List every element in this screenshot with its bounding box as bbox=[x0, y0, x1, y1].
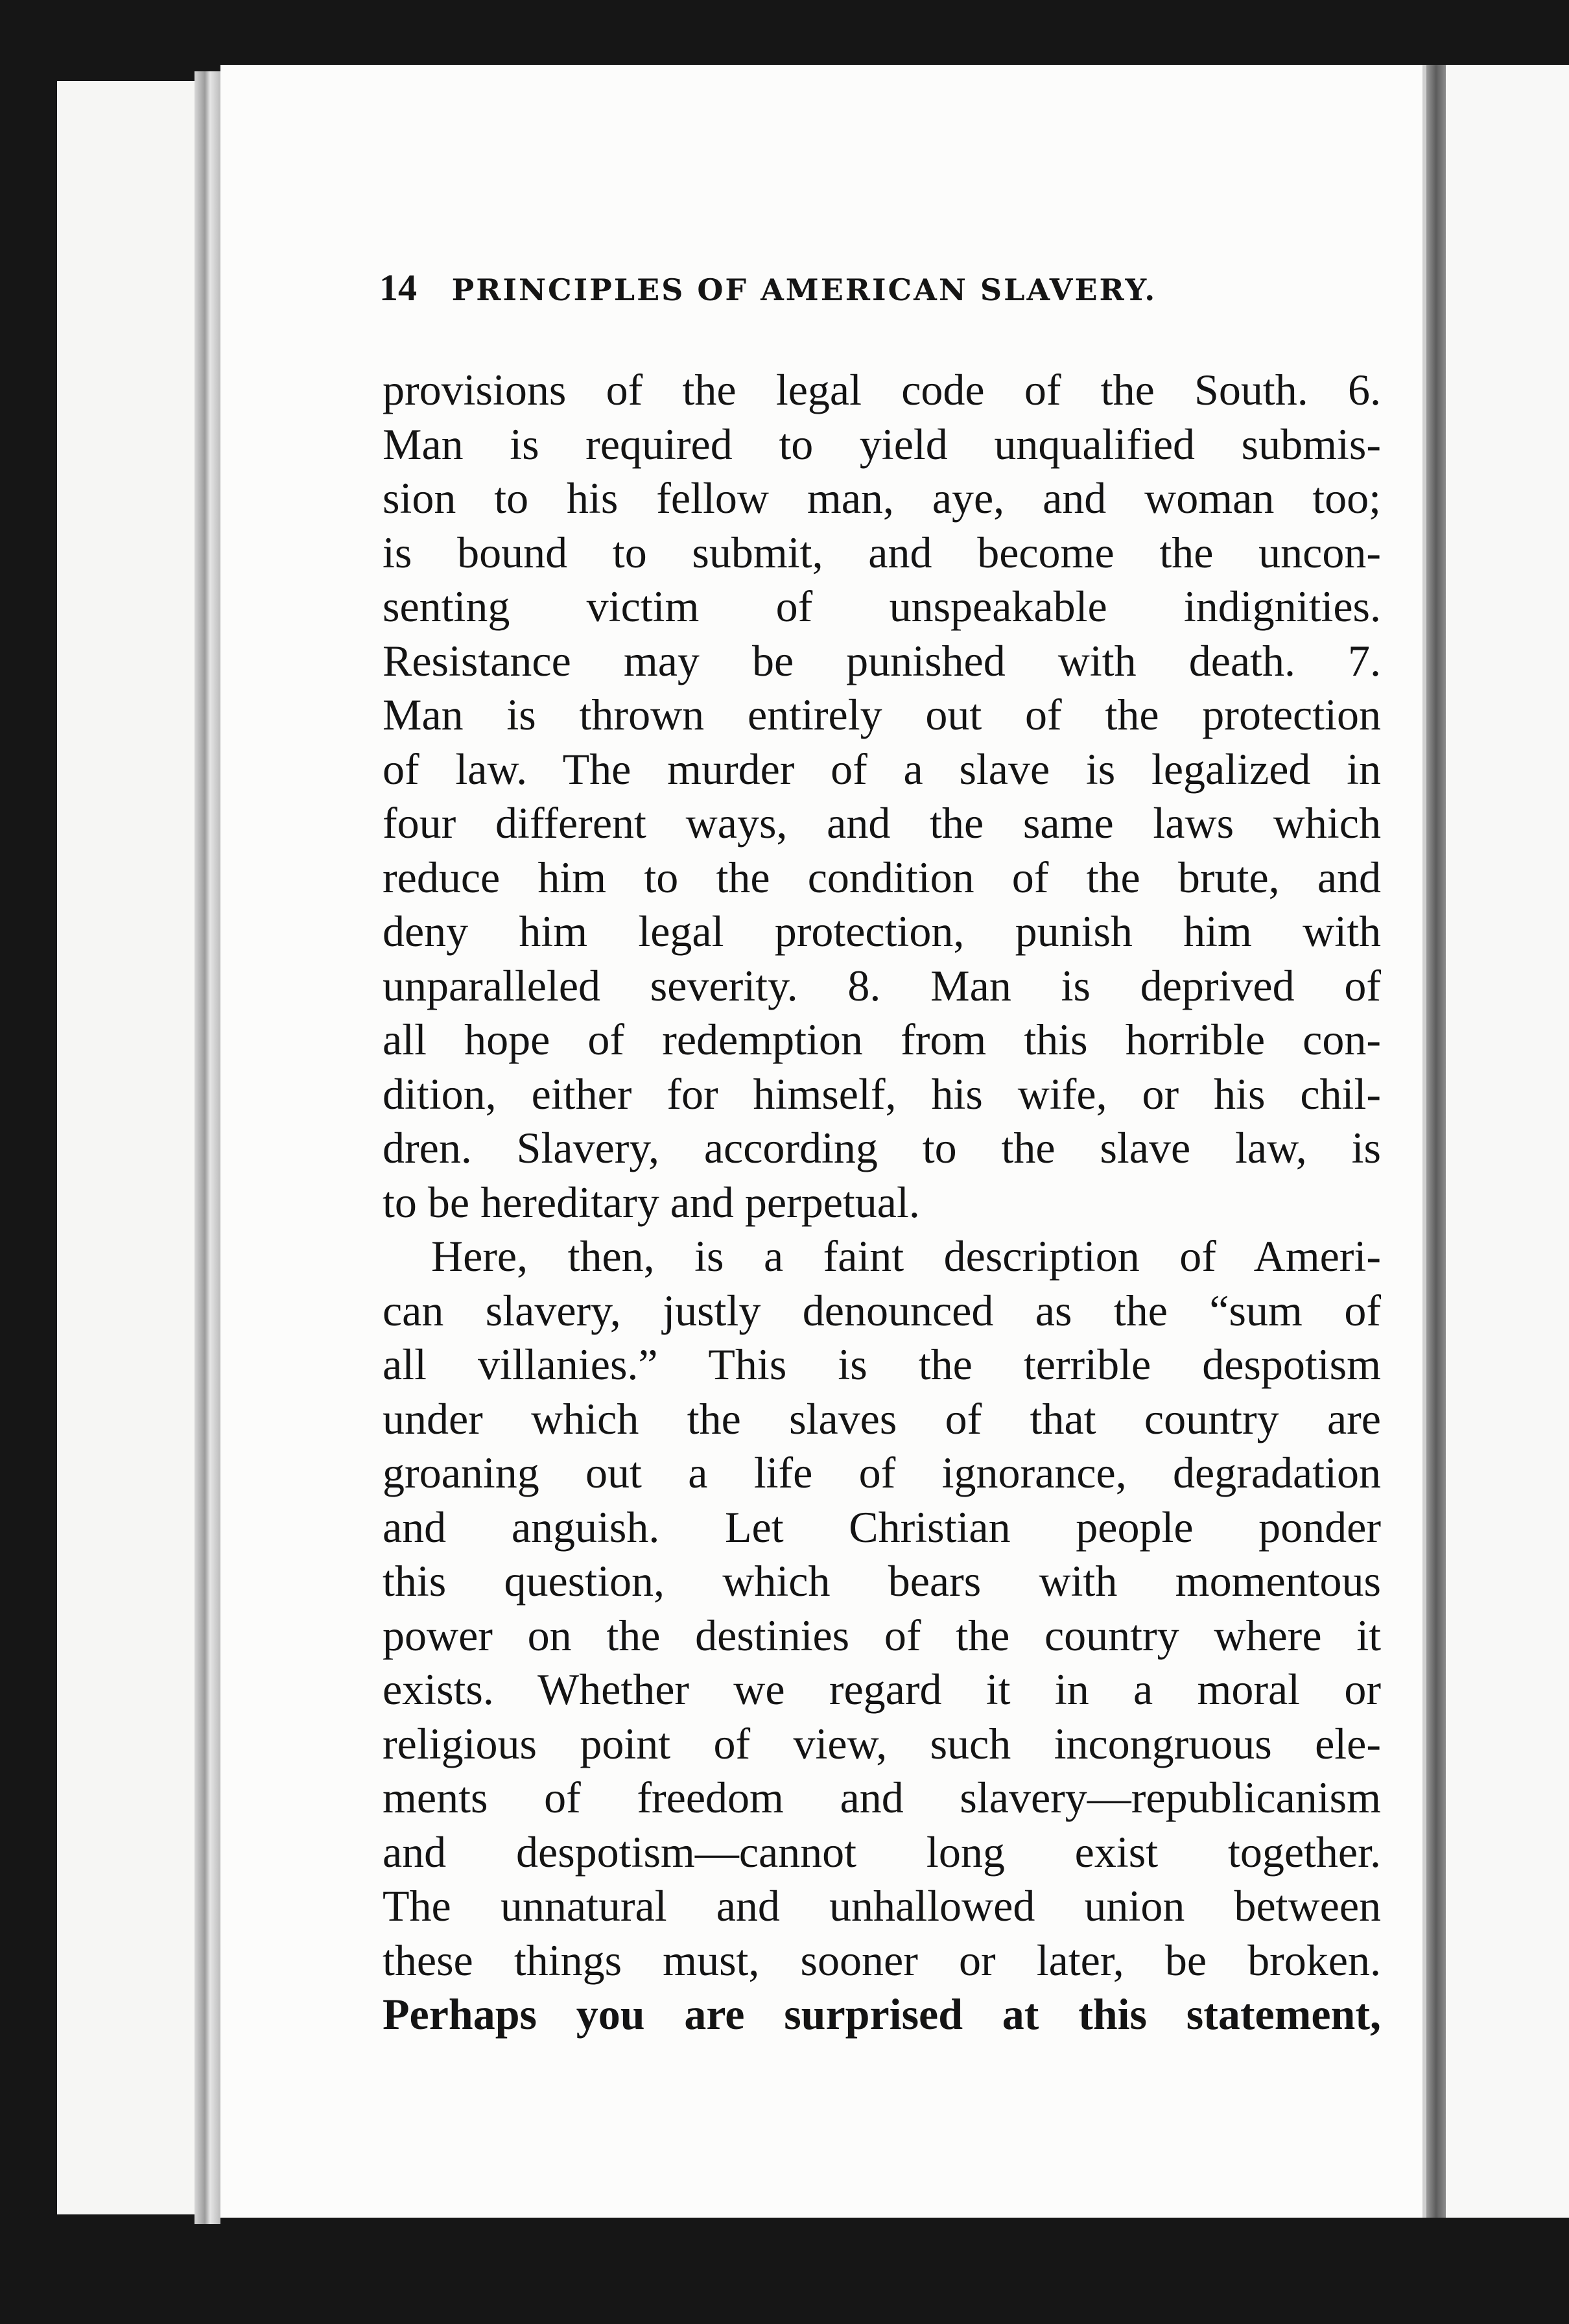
text-line: dren. Slavery, according to the slave law, is bbox=[383, 1123, 1381, 1172]
text-line: exists. Whether we regard it in a moral or bbox=[383, 1665, 1381, 1714]
text-line: Resistance may be punished with death. 7. bbox=[383, 635, 1381, 685]
running-head bbox=[379, 266, 1287, 318]
text-line: groaning out a life of ignorance, degradation bbox=[383, 1448, 1381, 1497]
text-line: can slavery, justly denounced as the “sum of bbox=[383, 1285, 1381, 1335]
text-line: deny him legal protection, punish him with bbox=[383, 907, 1381, 956]
text-line: Perhaps you are surprised at this statement, bbox=[383, 1989, 1381, 2039]
text-line: to be hereditary and perpetual. bbox=[383, 1177, 920, 1227]
text-line: senting victim of unspeakable indignities. bbox=[383, 582, 1381, 631]
running-title: PRINCIPLES OF AMERICAN SLAVERY. bbox=[451, 272, 1157, 307]
book-gutter bbox=[1426, 65, 1446, 2218]
text-line: all villanies.” This is the terrible despotism bbox=[383, 1340, 1381, 1389]
left-page-edge bbox=[57, 81, 206, 2214]
page-stack-edges bbox=[195, 71, 220, 2224]
text-line: is bound to submit, and become the uncon- bbox=[383, 527, 1381, 577]
text-line: power on the destinies of the country where it bbox=[383, 1610, 1381, 1660]
text-line: four different ways, and the same laws which bbox=[383, 798, 1381, 848]
text-line: The unnatural and unhallowed union between bbox=[383, 1881, 1381, 1930]
body-text bbox=[383, 363, 1381, 2042]
text-line: provisions of the legal code of the South. 6. bbox=[383, 365, 1381, 414]
text-line: ments of freedom and slavery—republicanism bbox=[383, 1773, 1381, 1822]
text-line: Man is required to yield unqualified submis- bbox=[383, 419, 1381, 469]
text-line: and anguish. Let Christian people ponder bbox=[383, 1502, 1381, 1552]
text-line: and despotism—cannot long exist together. bbox=[383, 1827, 1381, 1877]
facing-page bbox=[1446, 65, 1569, 2218]
text-line: this question, which bears with momentous bbox=[383, 1556, 1381, 1606]
page-number: 14 bbox=[379, 267, 417, 309]
text-line: sion to his fellow man, aye, and woman too; bbox=[383, 473, 1381, 523]
text-line: of law. The murder of a slave is legalized in bbox=[383, 744, 1381, 794]
text-line: these things must, sooner or later, be broken. bbox=[383, 1935, 1381, 1985]
text-line: all hope of redemption from this horrible con- bbox=[383, 1015, 1381, 1064]
text-line: dition, either for himself, his wife, or his chil- bbox=[383, 1069, 1381, 1119]
text-line: religious point of view, such incongruous ele- bbox=[383, 1718, 1381, 1768]
text-line: unparalleled severity. 8. Man is deprived of bbox=[383, 960, 1381, 1010]
text-line: under which the slaves of that country are bbox=[383, 1393, 1381, 1443]
text-line: reduce him to the condition of the brute, and bbox=[383, 852, 1381, 902]
text-line: Man is thrown entirely out of the protection bbox=[383, 690, 1381, 739]
paragraph-first-line: Here, then, is a faint description of Ameri- bbox=[431, 1231, 1381, 1281]
